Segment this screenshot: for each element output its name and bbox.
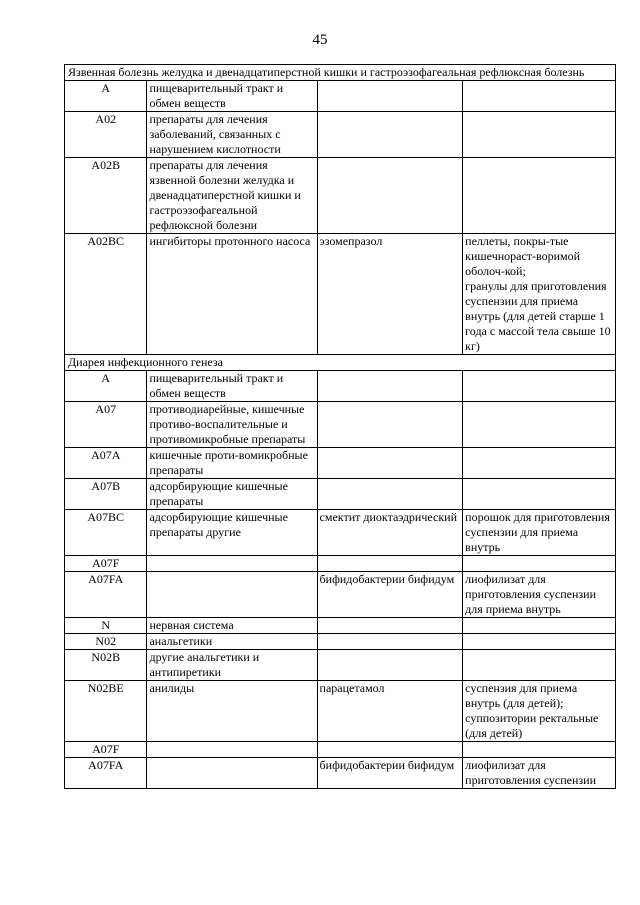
table-row bbox=[65, 448, 616, 479]
table-row bbox=[65, 650, 616, 681]
dosage-form-cell bbox=[463, 158, 616, 234]
atc-code-cell: A07 bbox=[65, 402, 147, 448]
table-row bbox=[65, 681, 616, 742]
atc-group-cell: анальгетики bbox=[147, 634, 317, 650]
atc-group-cell: адсорбирующие кишечные препараты другие bbox=[147, 510, 317, 556]
atc-group-cell bbox=[147, 556, 317, 572]
atc-code-cell: A07BC bbox=[65, 510, 147, 556]
atc-group-cell: противодиарейные, кишечные противо-воспалительные и противомикробные препараты bbox=[147, 402, 317, 448]
atc-code-cell: A07A bbox=[65, 448, 147, 479]
table-row bbox=[65, 234, 616, 355]
dosage-form-cell: порошок для приготовления суспензии для приема внутрь bbox=[463, 510, 616, 556]
dosage-form-cell: суспензия для приема внутрь (для детей); суппозитории ректальные (для детей) bbox=[463, 681, 616, 742]
drug-table bbox=[64, 64, 616, 789]
section-header-row bbox=[65, 355, 616, 371]
atc-code-cell: A02 bbox=[65, 112, 147, 158]
table-row bbox=[65, 402, 616, 448]
section-header: Диарея инфекционного генеза bbox=[65, 355, 616, 371]
table-row bbox=[65, 618, 616, 634]
dosage-form-cell bbox=[463, 112, 616, 158]
drug-name-cell: эзомепразол bbox=[317, 234, 463, 355]
atc-code-cell: A07F bbox=[65, 556, 147, 572]
atc-code-cell: A02BC bbox=[65, 234, 147, 355]
table-row bbox=[65, 634, 616, 650]
atc-code-cell: N bbox=[65, 618, 147, 634]
dosage-form-cell bbox=[463, 81, 616, 112]
atc-group-cell: пищеварительный тракт и обмен веществ bbox=[147, 81, 317, 112]
atc-code-cell: A bbox=[65, 81, 147, 112]
dosage-form-cell: лиофилизат для приготовления суспензии bbox=[463, 758, 616, 789]
atc-group-cell: ингибиторы протонного насоса bbox=[147, 234, 317, 355]
dosage-form-cell bbox=[463, 448, 616, 479]
dosage-form-cell bbox=[463, 634, 616, 650]
atc-code-cell: A02B bbox=[65, 158, 147, 234]
drug-name-cell bbox=[317, 158, 463, 234]
atc-code-cell: N02B bbox=[65, 650, 147, 681]
atc-code-cell: A07FA bbox=[65, 572, 147, 618]
drug-name-cell bbox=[317, 650, 463, 681]
atc-group-cell: кишечные проти-вомикробные препараты bbox=[147, 448, 317, 479]
table-row bbox=[65, 758, 616, 789]
table-row bbox=[65, 572, 616, 618]
table-row bbox=[65, 556, 616, 572]
atc-code-cell: A07FA bbox=[65, 758, 147, 789]
table-row bbox=[65, 742, 616, 758]
table-row bbox=[65, 371, 616, 402]
atc-code-cell: A07B bbox=[65, 479, 147, 510]
drug-name-cell: бифидобактерии бифидум bbox=[317, 758, 463, 789]
atc-code-cell: N02 bbox=[65, 634, 147, 650]
dosage-form-cell: лиофилизат для приготовления суспензии для приема внутрь bbox=[463, 572, 616, 618]
atc-group-cell: другие анальгетики и антипиретики bbox=[147, 650, 317, 681]
drug-name-cell bbox=[317, 634, 463, 650]
dosage-form-cell bbox=[463, 371, 616, 402]
drug-name-cell bbox=[317, 402, 463, 448]
dosage-form-cell bbox=[463, 402, 616, 448]
table-row bbox=[65, 112, 616, 158]
drug-name-cell bbox=[317, 479, 463, 510]
table-row bbox=[65, 479, 616, 510]
dosage-form-cell bbox=[463, 479, 616, 510]
drug-name-cell: парацетамол bbox=[317, 681, 463, 742]
section-header: Язвенная болезнь желудка и двенадцатиперстной кишки и гастроэзофагеальная рефлюксная болезнь bbox=[65, 65, 616, 81]
atc-group-cell: адсорбирующие кишечные препараты bbox=[147, 479, 317, 510]
section-header-row bbox=[65, 65, 616, 81]
drug-name-cell bbox=[317, 371, 463, 402]
drug-name-cell: бифидобактерии бифидум bbox=[317, 572, 463, 618]
dosage-form-cell bbox=[463, 556, 616, 572]
atc-group-cell: пищеварительный тракт и обмен веществ bbox=[147, 371, 317, 402]
table-row bbox=[65, 158, 616, 234]
atc-group-cell: препараты для лечения язвенной болезни желудка и двенадцатиперстной кишки и гастроэзофагеальной рефлюксной болезни bbox=[147, 158, 317, 234]
dosage-form-cell bbox=[463, 650, 616, 681]
atc-code-cell: A bbox=[65, 371, 147, 402]
dosage-form-cell bbox=[463, 742, 616, 758]
atc-code-cell: N02BE bbox=[65, 681, 147, 742]
atc-code-cell: A07F bbox=[65, 742, 147, 758]
drug-name-cell bbox=[317, 112, 463, 158]
drug-name-cell bbox=[317, 742, 463, 758]
atc-group-cell: нервная система bbox=[147, 618, 317, 634]
drug-name-cell bbox=[317, 81, 463, 112]
table-row bbox=[65, 510, 616, 556]
dosage-form-cell: пеллеты, покры-тые кишечнораст-воримой оболоч-кой; гранулы для приготовления суспензии для приема внутрь (для детей старше 1 года с массой тела свыше 10 кг) bbox=[463, 234, 616, 355]
drug-name-cell: смектит диоктаэдрический bbox=[317, 510, 463, 556]
drug-name-cell bbox=[317, 618, 463, 634]
drug-name-cell bbox=[317, 556, 463, 572]
atc-group-cell: анилиды bbox=[147, 681, 317, 742]
table-row bbox=[65, 81, 616, 112]
atc-group-cell bbox=[147, 758, 317, 789]
atc-group-cell bbox=[147, 742, 317, 758]
atc-group-cell bbox=[147, 572, 317, 618]
drug-name-cell bbox=[317, 448, 463, 479]
page-number: 45 bbox=[312, 32, 328, 48]
dosage-form-cell bbox=[463, 618, 616, 634]
atc-group-cell: препараты для лечения заболеваний, связанных с нарушением кислотности bbox=[147, 112, 317, 158]
